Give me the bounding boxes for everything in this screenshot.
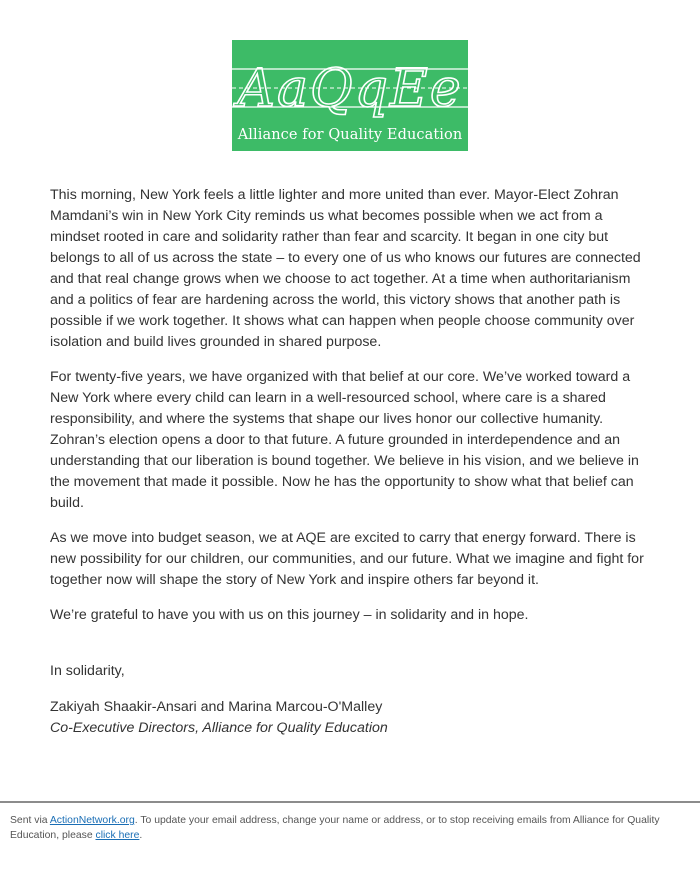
footer-message: . To update your email address, change your name or address, or to stop receiving emails from Alliance for Quality Education, please bbox=[10, 815, 660, 841]
closing-line: In solidarity, bbox=[50, 663, 125, 679]
paragraph-budget: As we move into budget season, we at AQE are excited to carry that energy forward. There is new possibility for our children, our communities, and our future. What we imagine and fight for together now will shape the story of New York and inspire others far beyond it. bbox=[50, 530, 644, 588]
unsubscribe-link[interactable]: click here bbox=[95, 830, 140, 841]
email-footer bbox=[10, 813, 675, 843]
footer-divider bbox=[0, 801, 700, 803]
email-body bbox=[50, 185, 650, 739]
signer-title: Co-Executive Directors, Alliance for Quality Education bbox=[50, 720, 388, 736]
logo-tagline: Alliance for Quality Education bbox=[237, 127, 463, 143]
aqe-logo bbox=[232, 40, 468, 151]
logo-script-text: AaQqEe bbox=[237, 59, 463, 119]
footer-sent-via: Sent via bbox=[10, 815, 50, 826]
paragraph-history: For twenty-five years, we have organized with that belief at our core. We’ve worked toward a New York where every child can learn in a well-resourced school, where care is a shared responsibility, and where the systems that shape our lives honor our collective humanity. Zohran’s election opens a door to that future. A future grounded in interdependence and an understanding that our liberation is bound together. We believe in his vision, and we believe in the movement that made it possible. Now he has the opportunity to show what that belief can build. bbox=[50, 369, 639, 511]
signers: Zakiyah Shaakir-Ansari and Marina Marcou-O'Malley bbox=[50, 699, 383, 715]
paragraph-gratitude: We’re grateful to have you with us on this journey – in solidarity and in hope. bbox=[50, 607, 529, 623]
footer-end: . bbox=[139, 830, 143, 841]
paragraph-intro: This morning, New York feels a little lighter and more united than ever. Mayor-Elect Zohran Mamdani’s win in New York City reminds us what becomes possible when we act from a mindset rooted in care and solidarity rather than fear and scarcity. It began in one city but belongs to all of us across the state – to every one of us who knows our futures are connected and that real change grows when we choose to act together. At a time when authoritarianism and a politics of fear are hardening across the world, this victory shows that another path is possible if we work together. It shows what can happen when people choose community over isolation and build lives grounded in shared purpose. bbox=[50, 187, 641, 350]
actionnetwork-link[interactable]: ActionNetwork.org bbox=[49, 815, 135, 826]
